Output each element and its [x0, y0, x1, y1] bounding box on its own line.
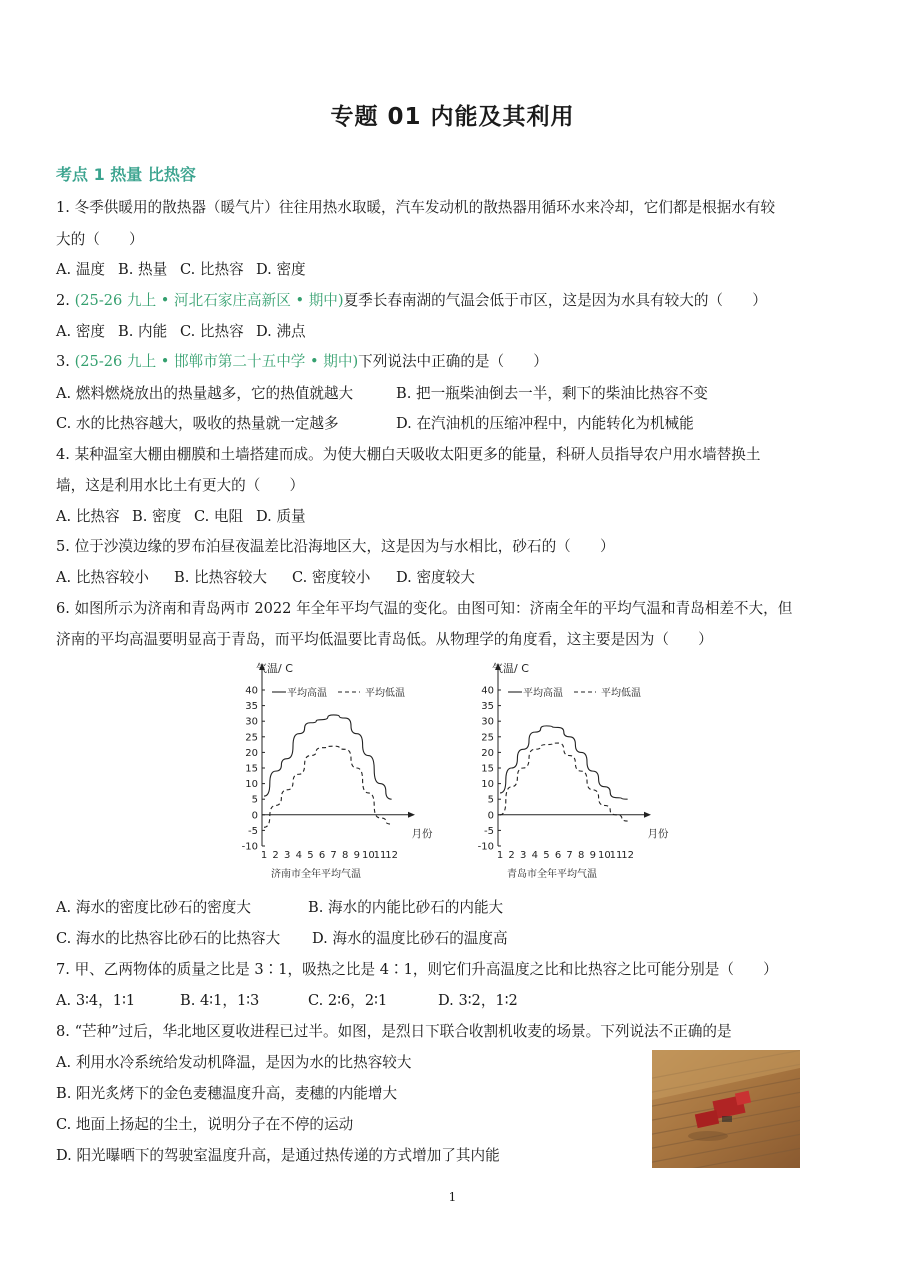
x-tick-label: 1 — [260, 850, 268, 861]
legend-label-high: 平均高温 — [523, 688, 563, 699]
x-tick-label: 5 — [307, 850, 314, 861]
chart-title: 青岛市全年平均气温 — [507, 869, 597, 880]
q1-stem-line2: 大的（ ） — [56, 231, 144, 248]
q7-option-d[interactable]: D. 3∶2，1∶2 — [438, 992, 518, 1009]
y-tick-label: 20 — [245, 747, 258, 759]
x-tick-label: 2 — [508, 850, 515, 861]
page-title: 专题 01 内能及其利用 — [330, 104, 575, 130]
x-axis-label: 月份 — [411, 827, 433, 840]
q2-number: 2. — [56, 292, 75, 309]
section-heading: 考点 1 热量 比热容 — [56, 165, 196, 184]
q8-stem: 8. “芒种”过后，华北地区夏收进程已过半。如图，是烈日下联合收割机收麦的场景。下列说法不正确的是 — [56, 1023, 732, 1040]
q3-options-ab — [56, 382, 708, 403]
series-line-high — [500, 726, 628, 799]
x-axis-arrow — [644, 812, 651, 818]
y-tick-label: 30 — [245, 716, 258, 728]
q8-option-d[interactable]: D. 阳光曝晒下的驾驶室温度升高，是通过热传递的方式增加了其内能 — [56, 1147, 500, 1164]
x-tick-label: 7 — [566, 850, 573, 861]
q3-stem — [56, 350, 548, 371]
q4-stem-line2: 墙，这是利用水比土有更大的（ ） — [56, 477, 305, 494]
q6-option-a[interactable]: A. 海水的密度比砂石的密度大 — [56, 899, 251, 916]
y-tick-label: 0 — [251, 810, 258, 822]
q6-option-c[interactable]: C. 海水的比热容比砂石的比热容大 — [56, 930, 281, 947]
q3-text: 下列说法中正确的是（ ） — [358, 353, 548, 370]
q1-option-c[interactable]: C. 比热容 — [180, 261, 244, 278]
q5-stem: 5. 位于沙漠边缘的罗布泊昼夜温差比沿海地区大，这是因为与水相比，砂石的（ ） — [56, 538, 615, 555]
x-tick-label: 2 — [272, 850, 279, 861]
x-tick-label: 12 — [621, 850, 634, 861]
x-tick-label: 6 — [554, 850, 562, 861]
q3-option-c[interactable]: C. 水的比热容越大，吸收的热量就一定越多 — [56, 415, 339, 432]
x-tick-label: 11 — [373, 850, 387, 861]
y-tick-label: 35 — [481, 701, 494, 713]
q1-option-a[interactable]: A. 温度 — [56, 261, 106, 278]
x-tick-label: 5 — [543, 850, 550, 861]
q5-options — [56, 566, 475, 587]
q3-option-d[interactable]: D. 在汽油机的压缩冲程中，内能转化为机械能 — [396, 415, 694, 432]
legend-label-low: 平均低温 — [601, 688, 641, 699]
q2-text: 夏季长春南湖的气温会低于市区，这是因为水具有较大的（ ） — [343, 292, 767, 309]
y-tick-label: 0 — [487, 810, 494, 822]
q2-stem — [56, 289, 767, 310]
q6-options-cd — [56, 927, 508, 948]
legend-label-high: 平均高温 — [287, 688, 327, 699]
y-tick-label: 40 — [245, 685, 258, 697]
q2-option-b[interactable]: B. 内能 — [118, 323, 168, 340]
x-tick-label: 4 — [295, 850, 302, 861]
y-tick-label: -10 — [241, 841, 258, 853]
x-tick-label: 4 — [531, 850, 538, 861]
q6-stem-line2: 济南的平均高温要明显高于青岛，而平均低温要比青岛低。从物理学的角度看，这主要是因为（ ） — [56, 631, 713, 648]
q8-option-b[interactable]: B. 阳光炙烤下的金色麦穗温度升高，麦穗的内能增大 — [56, 1085, 398, 1102]
x-tick-label: 11 — [609, 850, 623, 861]
q7-option-c[interactable]: C. 2∶6，2∶1 — [308, 992, 388, 1009]
x-tick-label: 10 — [598, 850, 611, 861]
y-axis-label: 气温/ C — [492, 662, 529, 675]
y-tick-label: 5 — [487, 794, 494, 806]
q1-options — [56, 258, 306, 279]
y-tick-label: 25 — [481, 732, 494, 744]
y-tick-label: 10 — [481, 779, 494, 791]
y-tick-label: -5 — [248, 825, 258, 837]
legend-label-low: 平均低温 — [365, 688, 405, 699]
q4-option-c[interactable]: C. 电阻 — [194, 508, 244, 525]
qingdao-temperature-chart — [462, 656, 682, 884]
q8-option-a[interactable]: A. 利用水冷系统给发动机降温，是因为水的比热容较大 — [56, 1054, 412, 1071]
q7-stem: 7. 甲、乙两物体的质量之比是 3∶1，吸热之比是 4∶1，则它们升高温度之比和比热容之比可能分别是（ ） — [56, 961, 778, 978]
series-line-high — [264, 715, 392, 799]
x-tick-label: 9 — [589, 850, 596, 861]
q2-options — [56, 320, 306, 341]
q1-stem-line1: 1. 冬季供暖用的散热器（暖气片）往往用热水取暖，汽车发动机的散热器用循环水来冷却，它们都是根据水有较 — [56, 199, 776, 216]
y-axis-label: 气温/ C — [256, 662, 293, 675]
x-tick-label: 12 — [385, 850, 398, 861]
x-tick-label: 10 — [362, 850, 375, 861]
q5-option-b[interactable]: B. 比热容较大 — [174, 569, 267, 586]
q7-option-b[interactable]: B. 4∶1，1∶3 — [180, 992, 260, 1009]
chart-title: 济南市全年平均气温 — [271, 869, 361, 880]
q3-source: (25-26 九上 • 邯郸市第二十五中学 • 期中) — [74, 353, 359, 370]
x-tick-label: 1 — [496, 850, 504, 861]
x-tick-label: 9 — [353, 850, 360, 861]
q2-source: (25-26 九上 • 河北石家庄高新区 • 期中) — [74, 292, 344, 309]
q5-option-a[interactable]: A. 比热容较小 — [56, 569, 149, 586]
q7-options — [56, 989, 518, 1010]
x-tick-label: 8 — [342, 850, 349, 861]
page-number: 1 — [448, 1190, 457, 1204]
x-tick-label: 6 — [318, 850, 326, 861]
y-tick-label: 15 — [245, 763, 258, 775]
q2-option-c[interactable]: C. 比热容 — [180, 323, 244, 340]
q3-option-a[interactable]: A. 燃料燃烧放出的热量越多，它的热值就越大 — [56, 385, 354, 402]
x-tick-label: 3 — [520, 850, 527, 861]
q4-options — [56, 505, 306, 526]
q5-option-d[interactable]: D. 密度较大 — [396, 569, 475, 586]
y-tick-label: 25 — [245, 732, 258, 744]
x-tick-label: 8 — [578, 850, 585, 861]
q6-option-b[interactable]: B. 海水的内能比砂石的内能大 — [308, 899, 504, 916]
y-tick-label: 15 — [481, 763, 494, 775]
x-tick-label: 3 — [284, 850, 291, 861]
q2-option-a[interactable]: A. 密度 — [56, 323, 106, 340]
q7-option-a[interactable]: A. 3∶4，1∶1 — [56, 992, 136, 1009]
q3-options-cd — [56, 412, 694, 433]
y-tick-label: -5 — [484, 825, 494, 837]
y-tick-label: 40 — [481, 685, 494, 697]
q4-option-d[interactable]: D. 质量 — [256, 508, 306, 525]
q5-option-c[interactable]: C. 密度较小 — [292, 569, 371, 586]
q3-number: 3. — [56, 353, 75, 370]
x-tick-label: 7 — [330, 850, 337, 861]
q6-stem-line1: 6. 如图所示为济南和青岛两市 2022 年全年平均气温的变化。由图可知：济南全年的平均气温和青岛相差不大，但 — [56, 600, 793, 617]
x-axis-arrow — [408, 812, 415, 818]
harvester-photo — [652, 1050, 800, 1168]
q3-option-b[interactable]: B. 把一瓶柴油倒去一半，剩下的柴油比热容不变 — [396, 385, 708, 402]
q4-option-a[interactable]: A. 比热容 — [56, 508, 120, 525]
q4-option-b[interactable]: B. 密度 — [132, 508, 182, 525]
q1-option-d[interactable]: D. 密度 — [256, 261, 306, 278]
y-tick-label: 35 — [245, 701, 258, 713]
jinan-temperature-chart — [226, 656, 446, 884]
x-axis-label: 月份 — [647, 827, 669, 840]
q6-options-ab — [56, 896, 503, 917]
y-tick-label: 20 — [481, 747, 494, 759]
q2-option-d[interactable]: D. 沸点 — [256, 323, 306, 340]
q4-stem-line1: 4. 某种温室大棚由棚膜和土墙搭建而成。为使大棚白天吸收太阳更多的能量，科研人员指导农户用水墙替换土 — [56, 446, 761, 463]
q6-option-d[interactable]: D. 海水的温度比砂石的温度高 — [312, 930, 508, 947]
q1-option-b[interactable]: B. 热量 — [118, 261, 168, 278]
y-tick-label: 30 — [481, 716, 494, 728]
y-tick-label: 10 — [245, 779, 258, 791]
temperature-charts — [226, 656, 686, 884]
y-tick-label: 5 — [251, 794, 258, 806]
q8-option-c[interactable]: C. 地面上扬起的尘土，说明分子在不停的运动 — [56, 1116, 354, 1133]
series-line-low — [500, 743, 628, 821]
y-tick-label: -10 — [477, 841, 494, 853]
